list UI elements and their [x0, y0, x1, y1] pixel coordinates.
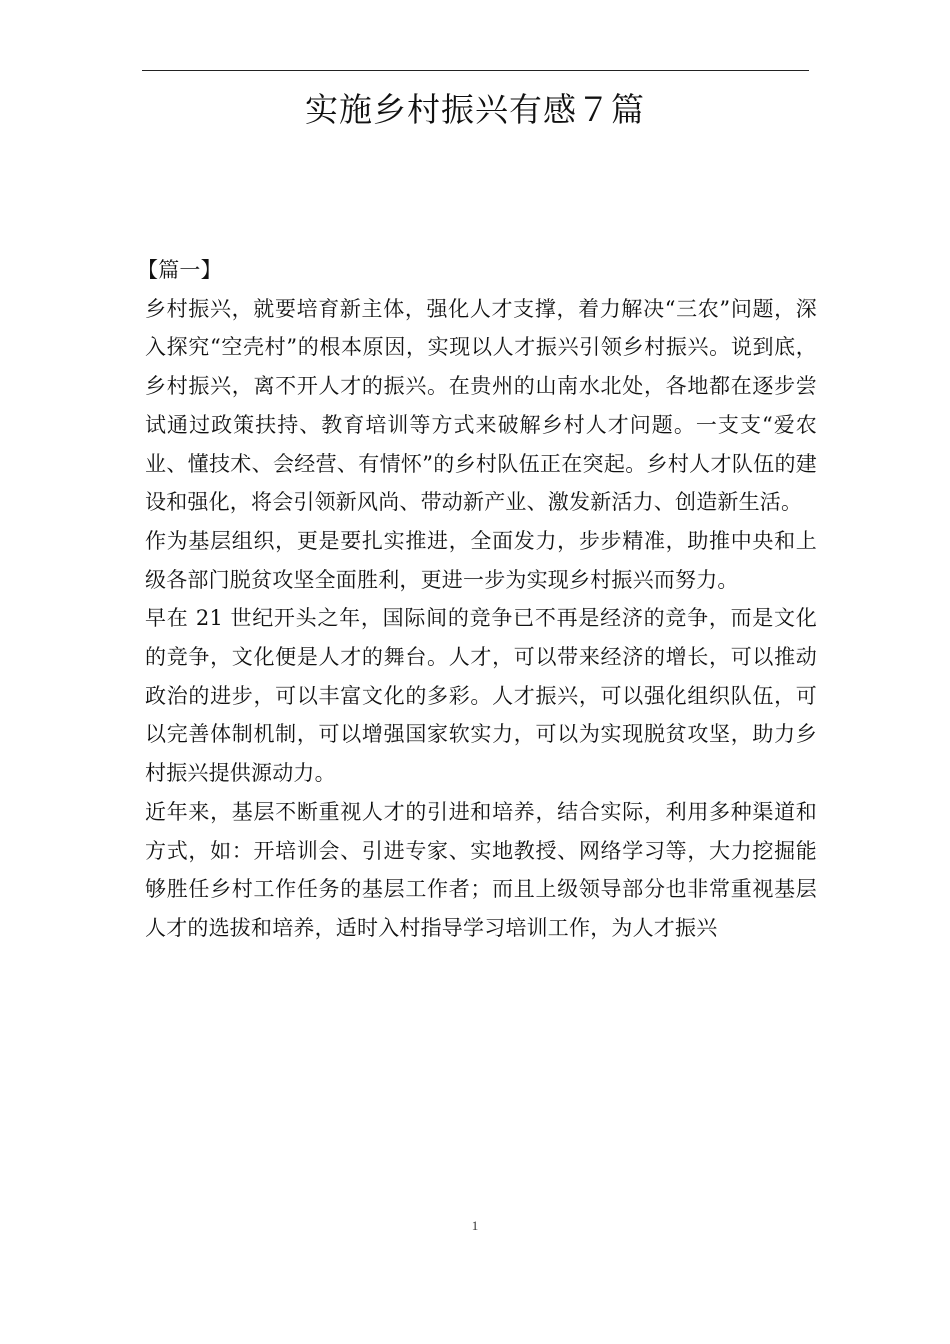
section-heading: 【篇一】 — [137, 258, 222, 282]
paragraph-1: 乡村振兴，就要培育新主体，强化人才支撑，着力解决“三农”问题，深入探究“空壳村”的根本原因，实现以人才振兴引领乡村振兴。说到底，乡村振兴，离不开人才的振兴。在贵州的山南水北处，各地都在逐步尝试通过政策扶持、教育培训等方式来破解乡村人才问题。一支支“爱农业、懂技术、会经营、有情怀”的乡村队伍正在突起。乡村人才队伍的建设和强化，将会引领新风尚、带动新产业、激发新活力、创造新生活。 — [145, 296, 817, 515]
document-body — [137, 251, 817, 948]
paragraph-2: 作为基层组织，更是要扎实推进，全面发力，步步精准，助推中央和上级各部门脱贫攻坚全面胜利，更进一步为实现乡村振兴而努力。 — [145, 528, 817, 592]
paragraph-4: 近年来，基层不断重视人才的引进和培养，结合实际，利用多种渠道和方式，如：开培训会、引进专家、实地教授、网络学习等，大力挖掘能够胜任乡村工作任务的基层工作者；而且上级领导部分也非常重视基层人才的选拔和培养，适时入村指导学习培训工作，为人才振兴 — [145, 799, 817, 940]
page-number: 1 — [471, 1218, 479, 1233]
paragraph-3: 早在 21 世纪开头之年，国际间的竞争已不再是经济的竞争，而是文化的竞争，文化便是人才的舞台。人才，可以带来经济的增长，可以推动政治的进步，可以丰富文化的多彩。人才振兴，可以强化组织队伍，可以完善体制机制，可以增强国家软实力，可以为实现脱贫攻坚，助力乡村振兴提供源动力。 — [145, 606, 817, 786]
header-rule — [142, 70, 809, 71]
document-title: 实施乡村振兴有感７篇 — [305, 90, 645, 129]
